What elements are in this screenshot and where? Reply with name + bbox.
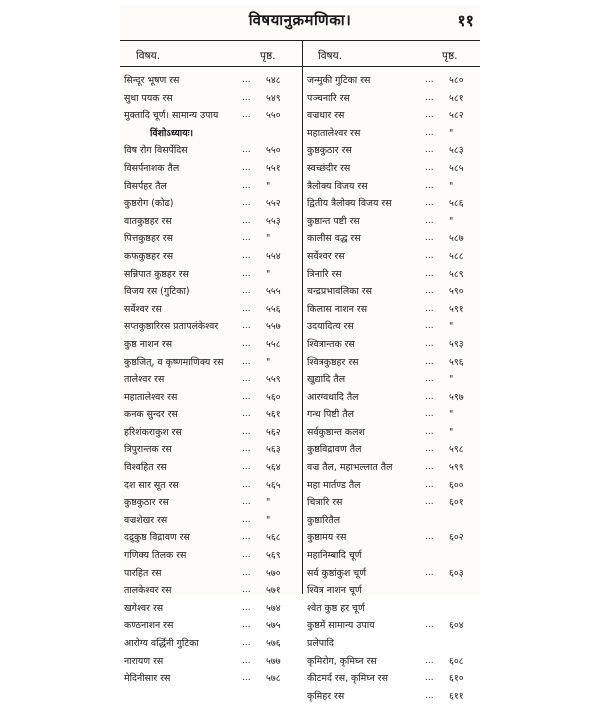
leader-dots: ...: [242, 233, 251, 244]
index-entry: [124, 230, 302, 248]
entry-page-number: ": [449, 409, 454, 421]
entry-page-number: ५९६: [449, 356, 464, 368]
entry-title: किलास नाशन रस: [307, 303, 368, 315]
entry-page-number: ५५२: [266, 198, 281, 210]
index-entry: [124, 213, 302, 231]
index-entry: [124, 600, 302, 618]
index-entry: [307, 266, 485, 284]
entry-page-number: ५८७: [449, 233, 464, 245]
entry-page-number: ५५९: [266, 374, 281, 386]
leader-dots: ...: [425, 268, 434, 279]
index-entry: [124, 336, 302, 354]
entry-page-number: ": [266, 356, 271, 368]
entry-title: सप्तकुष्ठारिरस प्रतापलंकेश्वर: [124, 321, 219, 333]
entry-title: श्वेत कुष्ठ हर चूर्ण: [307, 602, 365, 614]
index-entry: [307, 406, 485, 424]
entry-page-number: ६०२: [449, 532, 464, 544]
entry-title: खुद्यादि तैल: [307, 374, 346, 386]
entry-page-number: ५८१: [449, 92, 464, 104]
index-entry: [124, 318, 302, 336]
leader-dots: ...: [242, 602, 251, 613]
index-entry: [307, 582, 485, 600]
index-entry: [124, 354, 302, 372]
entry-title: महातालेश्वर रस: [124, 391, 178, 403]
entry-page-number: ५९०: [449, 286, 464, 298]
leader-dots: ...: [242, 638, 251, 648]
entry-page-number: ५९९: [449, 462, 464, 474]
entry-page-number: ": [449, 127, 454, 139]
entry-page-number: ५५०: [266, 110, 281, 122]
index-entry: [307, 424, 485, 442]
index-entry: [124, 617, 302, 635]
leader-dots: ...: [242, 391, 251, 402]
entry-title: आरोग्य वर्द्धिनी गुटिका: [124, 638, 199, 649]
entry-page-number: ५४८: [266, 75, 281, 86]
entry-title: कुष्ठरोग (कोढ): [124, 198, 174, 210]
index-entry: [307, 160, 485, 178]
entry-title: कुष्ठकुठार रस: [307, 145, 352, 157]
entry-page-number: ५५१: [266, 162, 281, 174]
entry-title: प्रलेपादि: [307, 638, 334, 649]
entry-title: मुक्तादि चूर्ण। सामान्य उपाय: [124, 110, 219, 122]
entry-title: सुधा पयक रस: [124, 92, 173, 104]
entry-title: स्वच्छंदीर रस: [307, 162, 351, 174]
leader-dots: ...: [425, 92, 434, 103]
entry-page-number: ५७८: [266, 673, 281, 685]
index-entry: [307, 653, 485, 671]
column-divider: [302, 40, 303, 594]
index-entry: [307, 318, 485, 336]
top-rule: [120, 40, 480, 41]
index-entry: [307, 547, 485, 565]
index-entry: [124, 424, 302, 442]
leader-dots: ...: [425, 286, 434, 297]
entry-page-number: ६०८: [449, 655, 464, 667]
index-entry: [124, 529, 302, 547]
entry-title: जन्मुकी गुटिका रस: [307, 75, 371, 86]
entry-title: वज्रशेखर रस: [124, 514, 168, 526]
index-entry: [307, 600, 485, 618]
right-subject-header: विषय.: [318, 50, 343, 62]
index-entry: [307, 529, 485, 547]
leader-dots: ...: [242, 180, 251, 191]
index-entry: [307, 635, 485, 653]
leader-dots: ...: [425, 215, 434, 226]
leader-dots: ...: [242, 620, 251, 631]
right-page-header: पृष्ठ.: [442, 50, 458, 62]
left-page-header: पृष्ठ.: [260, 50, 276, 62]
index-entry: [124, 301, 302, 319]
entry-title: चित्रारि रस: [307, 497, 343, 509]
index-entry: [124, 142, 302, 160]
entry-page-number: ५५८: [266, 338, 281, 350]
entry-title: विष रोग विसर्पेदिस: [124, 145, 188, 157]
entry-title: विसर्पहर तैल: [124, 180, 167, 192]
index-entry: [307, 617, 485, 635]
index-entry: [307, 230, 485, 248]
leader-dots: ...: [425, 374, 434, 385]
column-headers: [120, 44, 480, 66]
entry-page-number: ": [449, 215, 454, 227]
section-heading: [124, 125, 302, 143]
entry-title: विंशोऽध्यायः।: [150, 127, 194, 139]
entry-title: त्रिपुरान्तक रस: [124, 444, 172, 456]
entry-title: कुष्ठमें सामान्य उपाय: [307, 620, 375, 632]
entry-title: कृमिरोग, कृमिघ्न रस: [307, 655, 377, 667]
entry-title: कुष्ठारितैल: [307, 514, 341, 526]
leader-dots: ...: [425, 338, 434, 349]
entry-title: कण्ठनाशन रस: [124, 620, 174, 632]
index-entry: [307, 441, 485, 459]
leader-dots: ...: [242, 497, 251, 508]
index-entry: [307, 72, 485, 90]
entry-title: आरग्वधादि तैल: [307, 391, 359, 403]
index-entry: [307, 371, 485, 389]
leader-dots: ...: [242, 426, 251, 437]
index-entry: [124, 406, 302, 424]
leader-dots: ...: [425, 321, 434, 332]
index-entry: [307, 670, 485, 688]
leader-dots: ...: [242, 444, 251, 455]
entry-page-number: ६११: [449, 690, 464, 702]
index-entry: [124, 512, 302, 530]
index-entry: [124, 266, 302, 284]
entry-page-number: ५९१: [449, 303, 464, 315]
left-index-column: [124, 72, 302, 688]
leader-dots: ...: [425, 180, 434, 191]
entry-title: महातालेश्वर रस: [307, 127, 361, 139]
entry-page-number: ५६९: [266, 550, 281, 562]
leader-dots: ...: [425, 233, 434, 244]
index-entry: [124, 178, 302, 196]
entry-page-number: ५९३: [449, 338, 464, 350]
entry-title: पित्तकुष्ठहर रस: [124, 233, 173, 245]
entry-page-number: ५७५: [266, 620, 281, 632]
leader-dots: ...: [242, 479, 251, 490]
entry-page-number: ५५४: [266, 250, 281, 262]
entry-page-number: ५८५: [449, 162, 464, 174]
entry-title: खगेश्वर रस: [124, 602, 164, 614]
page-header: [120, 6, 480, 36]
entry-title: कुष्ठविद्रावण तैल: [307, 444, 362, 456]
leader-dots: ...: [242, 374, 251, 385]
leader-dots: ...: [242, 514, 251, 525]
leader-dots: ...: [425, 110, 434, 121]
entry-page-number: ५७४: [266, 602, 281, 614]
index-entry: [307, 477, 485, 495]
entry-title: सिन्दूर भूषण रस: [124, 75, 180, 86]
index-entry: [124, 107, 302, 125]
page-number: ११: [457, 11, 474, 30]
entry-title: कुष्ठजित्, व कृष्णमाणिक्य रस: [124, 356, 224, 368]
index-entry: [307, 389, 485, 407]
entry-title: द्वितीय त्रैलोक्य विजय रस: [307, 198, 392, 210]
entry-page-number: ": [266, 514, 271, 526]
leader-dots: ...: [425, 532, 434, 543]
leader-dots: ...: [242, 198, 251, 209]
leader-dots: ...: [425, 250, 434, 261]
index-entry: [124, 477, 302, 495]
right-index-column: [307, 72, 485, 705]
leader-dots: ...: [242, 462, 251, 473]
leader-dots: ...: [242, 268, 251, 279]
leader-dots: ...: [425, 426, 434, 437]
entry-title: पारहित रस: [124, 567, 162, 579]
leader-dots: ...: [425, 162, 434, 173]
entry-title: कुष्ठकुठार रस: [124, 497, 169, 509]
leader-dots: ...: [425, 479, 434, 490]
entry-page-number: ५७७: [266, 655, 281, 667]
leader-dots: ...: [425, 673, 434, 684]
entry-title: महा मार्तण्ड तैल: [307, 479, 361, 491]
index-entry: [124, 283, 302, 301]
index-entry: [124, 195, 302, 213]
left-subject-header: विषय.: [136, 50, 161, 62]
entry-title: कुष्ठ नाशन रस: [124, 338, 173, 350]
entry-title: वज्र तैल, महाभल्लात तैल: [307, 462, 393, 474]
entry-title: सर्वेश्वर रस: [124, 303, 162, 315]
index-entry: [307, 213, 485, 231]
entry-title: सन्निपात कुष्ठहर रस: [124, 268, 189, 280]
leader-dots: ...: [242, 532, 251, 543]
entry-title: महानिम्बादि चूर्ण: [307, 550, 362, 562]
entry-page-number: ५८६: [449, 198, 464, 210]
leader-dots: ...: [242, 162, 251, 173]
leader-dots: ...: [242, 673, 251, 684]
entry-page-number: ५६०: [266, 391, 281, 403]
leader-dots: ...: [425, 127, 434, 138]
leader-dots: ...: [425, 567, 434, 578]
index-entry: [307, 178, 485, 196]
entry-page-number: ५९८: [449, 444, 464, 456]
page-title: विषयानुक्रमणिका।: [248, 11, 352, 29]
index-entry: [307, 565, 485, 583]
index-entry: [307, 354, 485, 372]
entry-title: मेदिनीसार रस: [124, 673, 171, 685]
index-entry: [307, 512, 485, 530]
entry-title: गन्ध पिष्टी तैल: [307, 409, 354, 421]
leader-dots: ...: [242, 250, 251, 261]
entry-title: तालेश्वर रस: [124, 374, 165, 386]
entry-page-number: ": [449, 321, 454, 333]
index-entry: [307, 494, 485, 512]
entry-title: सर्वेश्वर रस: [307, 250, 345, 262]
index-entry: [124, 653, 302, 671]
index-entry: [124, 547, 302, 565]
index-entry: [307, 125, 485, 143]
leader-dots: ...: [242, 215, 251, 226]
leader-dots: ...: [425, 391, 434, 402]
entry-title: श्वित्र नाशन चूर्ण: [307, 585, 362, 597]
leader-dots: ...: [425, 198, 434, 209]
entry-page-number: ५७६: [266, 638, 281, 649]
leader-dots: ...: [242, 409, 251, 420]
leader-dots: ...: [242, 655, 251, 666]
entry-page-number: ": [266, 233, 271, 245]
leader-dots: ...: [425, 620, 434, 631]
entry-title: विश्वहित रस: [124, 462, 167, 474]
index-entry: [307, 142, 485, 160]
leader-dots: ...: [425, 356, 434, 367]
entry-page-number: ५६३: [266, 444, 281, 456]
index-entry: [307, 90, 485, 108]
entry-page-number: ५५०: [266, 145, 281, 157]
entry-title: त्रैलोक्य विजय रस: [307, 180, 368, 192]
entry-page-number: ५८८: [449, 250, 464, 262]
entry-page-number: ६०४: [449, 620, 464, 632]
leader-dots: ...: [242, 585, 251, 596]
entry-title: हरिशंकराकुश रस: [124, 426, 182, 438]
entry-page-number: ": [449, 180, 454, 192]
index-entry: [124, 494, 302, 512]
entry-title: कीटमर्द रस, कृमिघ्न रस: [307, 673, 388, 685]
index-entry: [307, 688, 485, 705]
entry-title: विजय रस (गुटिका): [124, 286, 190, 298]
entry-page-number: ६०३: [449, 567, 464, 579]
index-entry: [124, 565, 302, 583]
entry-title: श्वित्रान्तक रस: [307, 338, 355, 350]
leader-dots: ...: [425, 462, 434, 473]
entry-title: वातकुष्ठहर रस: [124, 215, 172, 227]
leader-dots: ...: [242, 356, 251, 367]
leader-dots: ...: [242, 110, 251, 121]
entry-title: कफकुष्ठहर रस: [124, 250, 174, 262]
entry-title: सर्व कुष्ठांकुश चूर्ण: [307, 567, 366, 579]
index-entry: [124, 160, 302, 178]
index-entry: [307, 459, 485, 477]
header-rule: [120, 66, 480, 67]
leader-dots: ...: [242, 286, 251, 297]
entry-page-number: ५६४: [266, 462, 281, 474]
entry-page-number: ": [266, 497, 271, 509]
index-entry: [124, 72, 302, 90]
leader-dots: ...: [425, 655, 434, 666]
index-entry: [124, 635, 302, 653]
entry-page-number: ५५७: [266, 321, 281, 333]
entry-title: श्वित्रकुष्ठहर रस: [307, 356, 359, 368]
entry-page-number: ५६२: [266, 426, 281, 438]
entry-title: नारायण रस: [124, 655, 164, 667]
entry-title: विसर्पनाशक तैल: [124, 162, 180, 174]
entry-title: तालकेश्वर रस: [124, 585, 172, 597]
entry-page-number: ५६८: [266, 532, 281, 544]
entry-title: दद्रुकुष्ठ विद्रावण रस: [124, 532, 190, 544]
entry-title: गणिक्य तिलक रस: [124, 550, 187, 562]
entry-page-number: ५५६: [266, 303, 281, 315]
entry-page-number: ५७१: [266, 585, 281, 597]
leader-dots: ...: [242, 321, 251, 332]
entry-title: उदयादित्य रस: [307, 321, 354, 333]
entry-title: दश सार सूत रस: [124, 479, 179, 491]
index-entry: [307, 248, 485, 266]
leader-dots: ...: [425, 409, 434, 420]
entry-title: पञ्चनारि रस: [307, 92, 350, 104]
index-entry: [124, 371, 302, 389]
entry-page-number: ६०१: [449, 497, 464, 509]
leader-dots: ...: [425, 75, 434, 85]
leader-dots: ...: [242, 338, 251, 349]
entry-title: त्रिनारि रस: [307, 268, 342, 280]
index-entry: [124, 90, 302, 108]
index-entry: [124, 459, 302, 477]
entry-page-number: ": [449, 426, 454, 438]
leader-dots: ...: [242, 567, 251, 578]
leader-dots: ...: [425, 690, 434, 701]
entry-page-number: ५५३: [266, 215, 281, 227]
leader-dots: ...: [242, 303, 251, 314]
leader-dots: ...: [425, 303, 434, 314]
leader-dots: ...: [425, 145, 434, 156]
entry-page-number: ५८०: [449, 75, 464, 86]
entry-title: वज्रधार रस: [307, 110, 345, 122]
index-entry: [124, 670, 302, 688]
entry-page-number: ५८२: [449, 110, 464, 122]
index-entry: [307, 195, 485, 213]
leader-dots: ...: [242, 75, 251, 85]
entry-page-number: ": [266, 180, 271, 192]
entry-page-number: ५९७: [449, 391, 464, 403]
entry-title: कुष्ठान्त पष्टी रस: [307, 215, 360, 227]
entry-page-number: ५६१: [266, 409, 281, 421]
entry-page-number: ५४९: [266, 92, 281, 104]
entry-title: कृमिहर रस: [307, 690, 345, 702]
entry-page-number: ५८३: [449, 145, 464, 157]
entry-page-number: ५५५: [266, 286, 281, 298]
index-entry: [307, 336, 485, 354]
entry-page-number: ": [266, 268, 271, 280]
index-page: [120, 6, 480, 702]
entry-page-number: ५७०: [266, 567, 281, 579]
entry-title: चन्द्रप्रभावलिका रस: [307, 286, 372, 298]
index-entry: [124, 389, 302, 407]
leader-dots: ...: [425, 497, 434, 508]
leader-dots: ...: [425, 444, 434, 455]
index-entry: [307, 107, 485, 125]
entry-page-number: ६१०: [449, 673, 464, 685]
index-entry: [307, 283, 485, 301]
index-entry: [124, 248, 302, 266]
entry-title: सर्वकुष्ठान्त कलश: [307, 426, 365, 438]
entry-page-number: ६००: [449, 479, 464, 491]
index-entry: [124, 441, 302, 459]
entry-page-number: ५८९: [449, 268, 464, 280]
entry-title: कनक सुन्दर रस: [124, 409, 178, 421]
leader-dots: ...: [242, 145, 251, 156]
entry-title: कालीस वद्ध रस: [307, 233, 361, 245]
index-entry: [307, 301, 485, 319]
index-entry: [124, 582, 302, 600]
leader-dots: ...: [242, 550, 251, 561]
leader-dots: ...: [242, 92, 251, 103]
entry-page-number: ": [449, 374, 454, 386]
entry-title: कुष्ठामय रस: [307, 532, 347, 544]
entry-page-number: ५६५: [266, 479, 281, 491]
